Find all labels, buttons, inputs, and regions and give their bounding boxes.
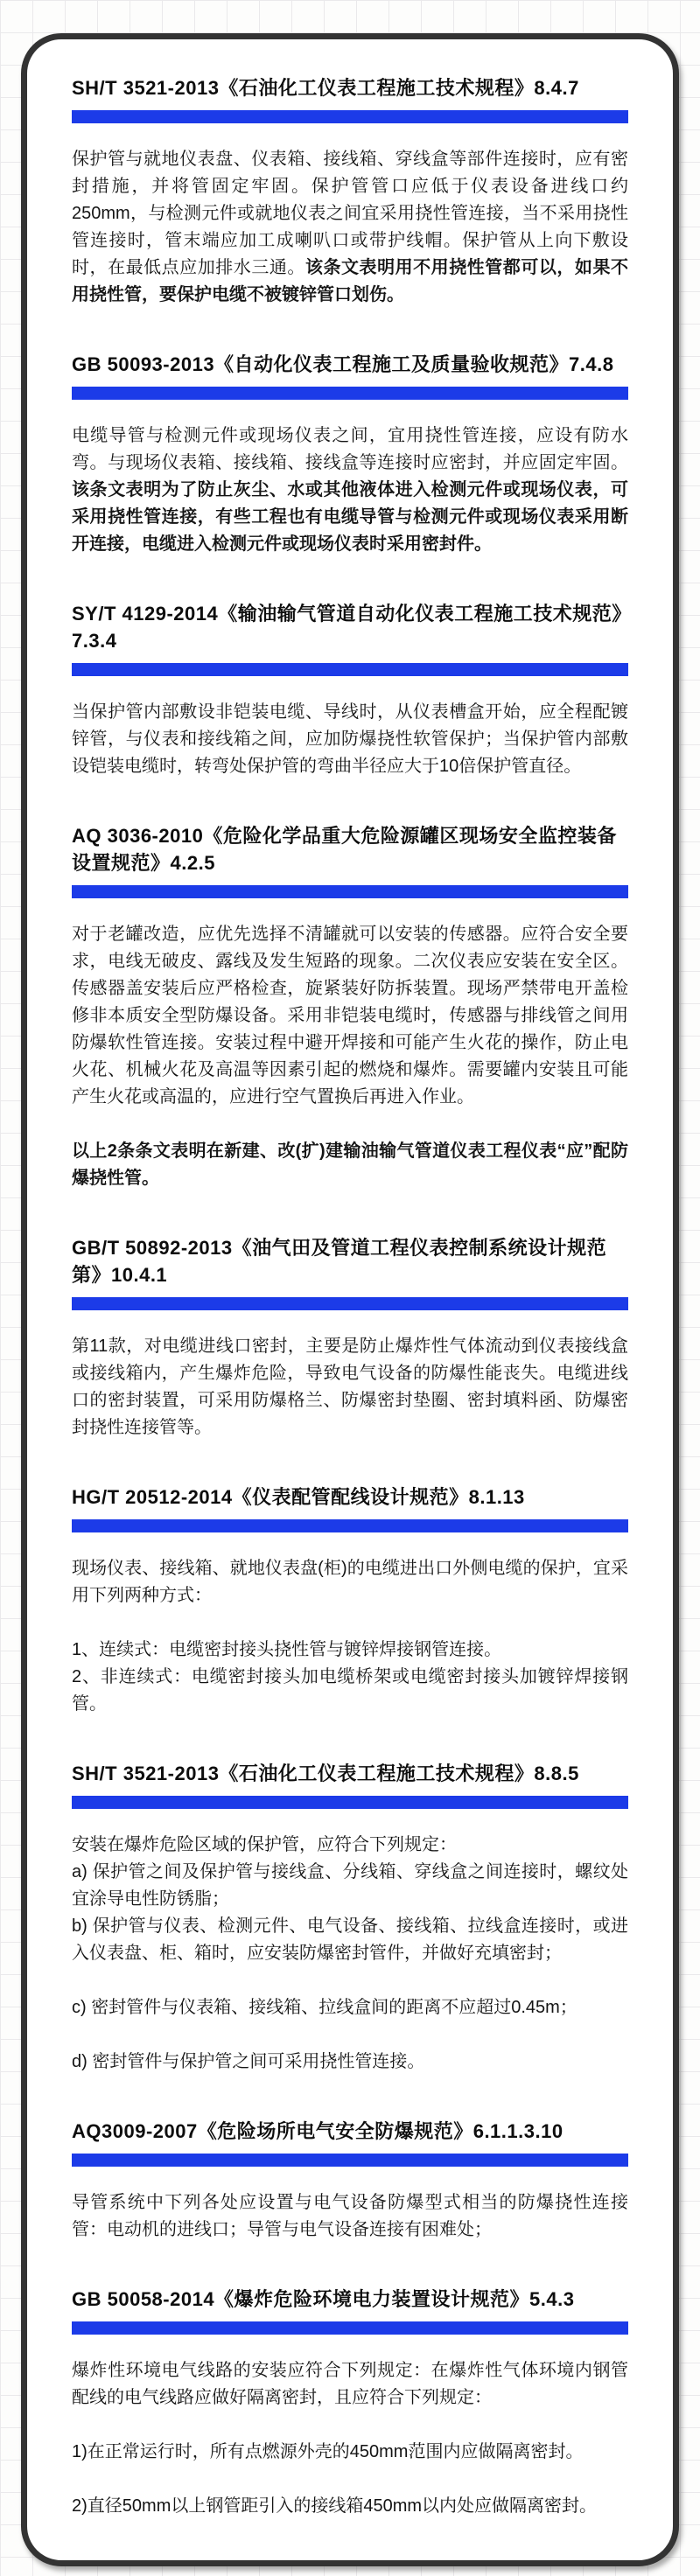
section-body — [72, 2189, 628, 2244]
standard-heading: AQ 3036-2010《危险化学品重大危险源罐区现场安全监控装备设置规范》4.2.5 — [72, 825, 617, 874]
body-paragraph — [72, 2189, 628, 2244]
body-text-run: 现场仪表、接线箱、就地仪表盘(柜)的电缆进出口外侧电缆的保护，宜采用下列两种方式： — [72, 1559, 628, 1605]
section-divider-bar — [72, 663, 628, 676]
body-paragraph — [72, 1832, 628, 1859]
section-divider-bar — [72, 1796, 628, 1809]
body-text-run: 爆炸性环境电气线路的安装应符合下列规定：在爆炸性气体环境内钢管配线的电气线路应做好隔离密封，且应符合下列规定： — [72, 2361, 628, 2407]
body-paragraph — [72, 422, 628, 558]
standard-section — [72, 822, 628, 1192]
body-paragraph — [72, 1859, 628, 1913]
body-paragraph — [72, 2439, 628, 2466]
standard-heading: SH/T 3521-2013《石油化工仪表工程施工技术规程》8.8.5 — [72, 1763, 579, 1784]
body-paragraph — [72, 1555, 628, 1609]
standard-section — [72, 600, 628, 780]
standard-heading: AQ3009-2007《危险场所电气安全防爆规范》6.1.1.3.10 — [72, 2120, 564, 2142]
sections-container — [72, 74, 628, 2520]
standard-section — [72, 1760, 628, 2076]
body-text-run: 当保护管内部敷设非铠装电缆、导线时，从仪表槽盒开始，应全程配镀锌管，与仪表和接线箱之间，应加防爆挠性软管保护；当保护管内部敷设铠装电缆时，转弯处保护管的弯曲半径应大于10倍保护管直径。 — [72, 702, 628, 776]
body-text-run: 对于老罐改造，应优先选择不清罐就可以安装的传感器。应符合安全要求，电线无破皮、露线及发生短路的现象。二次仪表应安装在安全区。传感器盖安装后应严格检查，旋紧装好防拆装置。现场严禁带电开盖检修非本质安全型防爆设备。采用非铠装电缆时，传感器与排线管之间用防爆软性管连接。安装过程中避开焊接和可能产生火花的操作，防止电火花、机械火花及高温等因素引起的燃烧和爆炸。需要罐内安装且可能产生火花或高温的，应进行空气置换后再进入作业。 — [72, 925, 628, 1106]
body-paragraph — [72, 2493, 628, 2520]
body-paragraph — [72, 1637, 628, 1664]
section-divider-bar — [72, 885, 628, 898]
standard-heading: GB 50093-2013《自动化仪表工程施工及质量验收规范》7.4.8 — [72, 353, 614, 375]
section-divider-bar — [72, 1297, 628, 1310]
body-text-run: c) 密封管件与仪表箱、接线箱、拉线盒间的距离不应超过0.45m； — [72, 1998, 578, 2017]
body-paragraph — [72, 921, 628, 1111]
standard-section — [72, 351, 628, 558]
body-paragraph — [72, 699, 628, 780]
body-text-run: 2)直径50mm以上钢管距引入的接线箱450mm以内处应做隔离密封。 — [72, 2496, 598, 2516]
body-paragraph — [72, 2357, 628, 2412]
body-paragraph — [72, 1664, 628, 1718]
standard-section — [72, 74, 628, 309]
section-body — [72, 1555, 628, 1718]
standard-section — [72, 1483, 628, 1718]
body-text-run: 保护管与就地仪表盘、仪表箱、接线箱、穿线盒等部件连接时，应有密封措施，并将管固定牢固。保护管管口应低于仪表设备进线口约250mm，与检测元件或就地仪表之间宜采用挠性管连接，当不采用挠性管连接时，管末端应加工成喇叭口或带护线帽。保护管从上向下敷设时，在最低点应加排水三通。 — [72, 150, 628, 277]
section-divider-bar — [72, 1519, 628, 1532]
section-body — [72, 921, 628, 1192]
body-paragraph — [72, 2049, 628, 2076]
commentary-text-run: 该条文表明用不用挠性管都可以，如果不用挠性管，要保护电缆不被镀锌管口划伤。 — [72, 258, 629, 304]
commentary-text-run: 该条文表明为了防止灰尘、水或其他液体进入检测元件或现场仪表，可采用挠性管连接，有些工程也有电缆导管与检测元件或现场仪表采用断开连接，电缆进入检测元件或现场仪表时采用密封件。 — [72, 480, 628, 554]
standard-heading: HG/T 20512-2014《仪表配管配线设计规范》8.1.13 — [72, 1486, 525, 1508]
section-body — [72, 146, 628, 309]
standard-heading: SY/T 4129-2014《输油输气管道自动化仪表工程施工技术规范》7.3.4 — [72, 603, 622, 652]
section-divider-bar — [72, 2321, 628, 2335]
body-text-run: d) 密封管件与保护管之间可采用挠性管连接。 — [72, 2052, 425, 2071]
commentary-text-run: 以上2条条文表明在新建、改(扩)建输油输气管道仪表工程仪表“应”配防爆挠性管。 — [72, 1141, 628, 1188]
body-text-run: 1、连续式：电缆密封接头挠性管与镀锌焊接钢管连接。 — [72, 1640, 502, 1659]
body-text-run: b) 保护管与仪表、检测元件、电气设备、接线箱、拉线盒连接时，或进入仪表盘、柜、箱时，应安装防爆密封管件，并做好充填密封； — [72, 1916, 628, 1963]
section-divider-bar — [72, 2154, 628, 2167]
standard-heading: SH/T 3521-2013《石油化工仪表工程施工技术规程》8.4.7 — [72, 77, 579, 99]
body-text-run: 第11款，对电缆进线口密封，主要是防止爆炸性气体流动到仪表接线盒或接线箱内，产生爆炸危险，导致电气设备的防爆性能丧失。电缆进线口的密封装置，可采用防爆格兰、防爆密封垫圈、密封填料函、防爆密封挠性连接管等。 — [72, 1337, 628, 1437]
section-body — [72, 1333, 628, 1442]
body-text-run: a) 保护管之间及保护管与接线盒、分线箱、穿线盒之间连接时，螺纹处宜涂导电性防锈脂； — [72, 1862, 628, 1909]
body-text-run: 电缆导管与检测元件或现场仪表之间，宜用挠性管连接，应设有防水弯。与现场仪表箱、接线箱、接线盒等连接时应密封，并应固定牢固。 — [72, 426, 628, 472]
section-body — [72, 699, 628, 780]
body-paragraph — [72, 1913, 628, 1967]
section-body — [72, 1832, 628, 2076]
content-card — [21, 33, 679, 2566]
standard-heading: GB 50058-2014《爆炸危险环境电力装置设计规范》5.4.3 — [72, 2288, 575, 2310]
section-divider-bar — [72, 110, 628, 123]
body-text-run: 1)在正常运行时，所有点燃源外壳的450mm范围内应做隔离密封。 — [72, 2442, 584, 2461]
standard-section — [72, 1234, 628, 1442]
body-paragraph — [72, 1333, 628, 1442]
body-paragraph — [72, 1138, 628, 1192]
body-paragraph — [72, 1994, 628, 2021]
standard-section — [72, 2118, 628, 2244]
body-paragraph — [72, 146, 628, 309]
body-text-run: 安装在爆炸危险区域的保护管，应符合下列规定： — [72, 1835, 457, 1854]
standard-section — [72, 2286, 628, 2520]
section-divider-bar — [72, 387, 628, 400]
section-body — [72, 422, 628, 558]
standard-heading: GB/T 50892-2013《油气田及管道工程仪表控制系统设计规范第》10.4.1 — [72, 1237, 607, 1286]
body-text-run: 导管系统中下列各处应设置与电气设备防爆型式相当的防爆挠性连接管：电动机的进线口；导管与电气设备连接有困难处； — [72, 2193, 628, 2239]
section-body — [72, 2357, 628, 2520]
body-text-run: 2、非连续式：电缆密封接头加电缆桥架或电缆密封接头加镀锌焊接钢管。 — [72, 1667, 628, 1714]
